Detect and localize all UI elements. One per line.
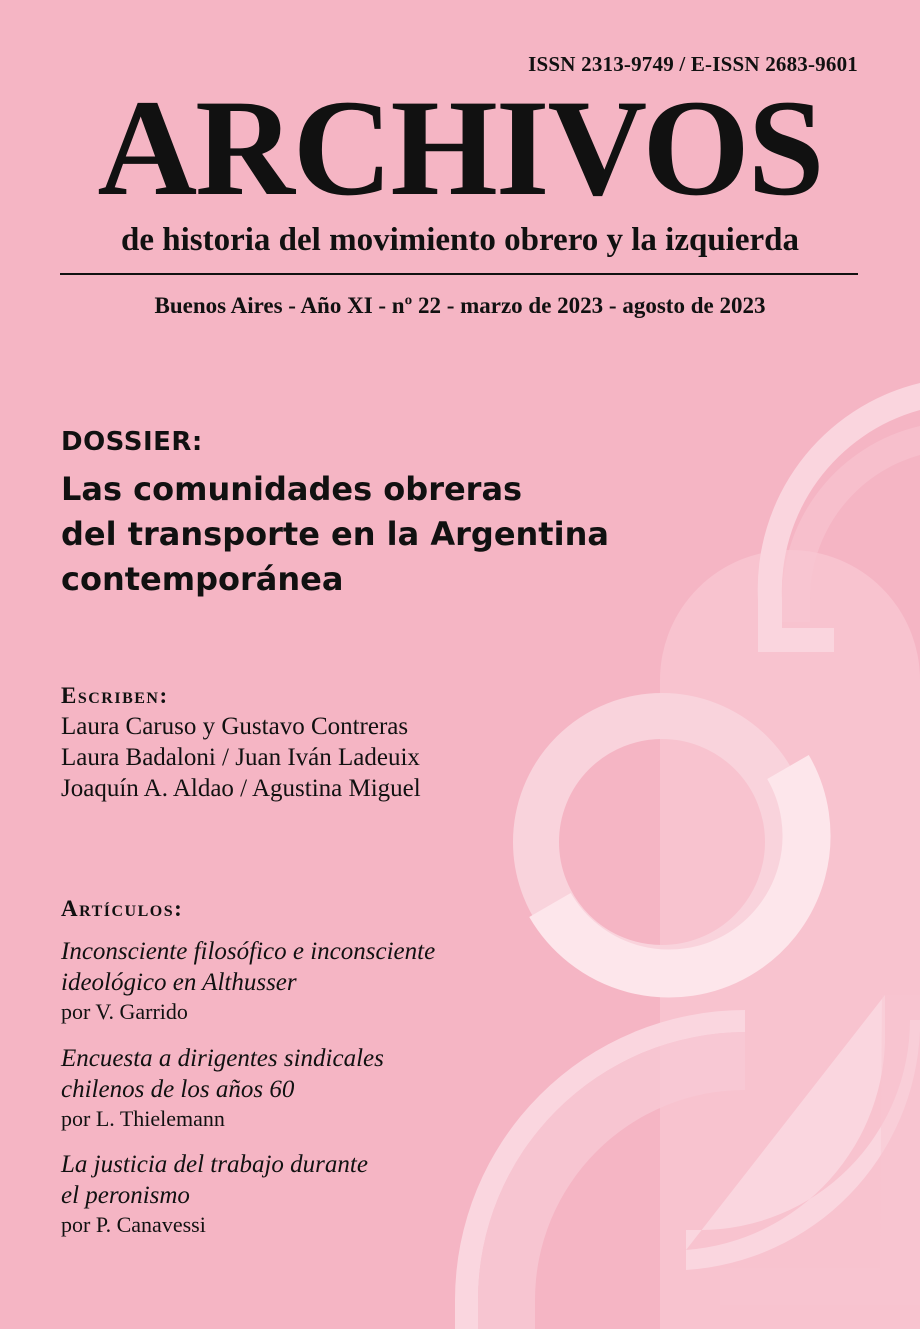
article-entry [61, 1149, 581, 1239]
title-divider [60, 273, 858, 275]
article-title-line: Inconsciente filosófico e inconsciente [61, 938, 436, 965]
article-title [61, 1043, 581, 1105]
article-entry [61, 1043, 581, 1133]
author-line: Laura Caruso y Gustavo Contreras [61, 713, 409, 740]
article-title [61, 1149, 581, 1211]
article-title-line: chilenos de los años 60 [61, 1076, 295, 1103]
journal-subtitle: de historia del movimiento obrero y la izquierda [121, 222, 799, 258]
article-title-line: Encuesta a dirigentes sindicales [61, 1045, 384, 1072]
articulos-label: Artículos: [61, 896, 184, 921]
author-line: Joaquín A. Aldao / Agustina Miguel [61, 775, 421, 802]
dossier-title-line: contemporánea [61, 560, 344, 598]
author-line: Laura Badaloni / Juan Iván Ladeuix [61, 744, 420, 771]
article-entry [61, 936, 581, 1026]
dossier-label: DOSSIER: [61, 427, 203, 457]
article-byline: por V. Garrido [61, 999, 188, 1024]
issue-info: Buenos Aires - Año XI - nº 22 - marzo de 2023 - agosto de 2023 [154, 293, 766, 318]
article-title [61, 936, 581, 998]
journal-title: ARCHIVOS [97, 71, 823, 224]
article-title-line: ideológico en Althusser [61, 969, 297, 996]
article-title-line: el peronismo [61, 1182, 190, 1209]
dossier-authors [61, 711, 421, 804]
issn: ISSN 2313-9749 / E-ISSN 2683-9601 [528, 52, 858, 76]
escriben-label: Escriben: [61, 683, 169, 708]
article-byline: por L. Thielemann [61, 1106, 225, 1131]
article-title-line: La justicia del trabajo durante [61, 1151, 368, 1178]
dossier-title [61, 467, 609, 602]
article-byline: por P. Canavessi [61, 1212, 206, 1237]
dossier-title-line: Las comunidades obreras [61, 470, 523, 508]
dossier-title-line: del transporte en la Argentina [61, 515, 609, 553]
